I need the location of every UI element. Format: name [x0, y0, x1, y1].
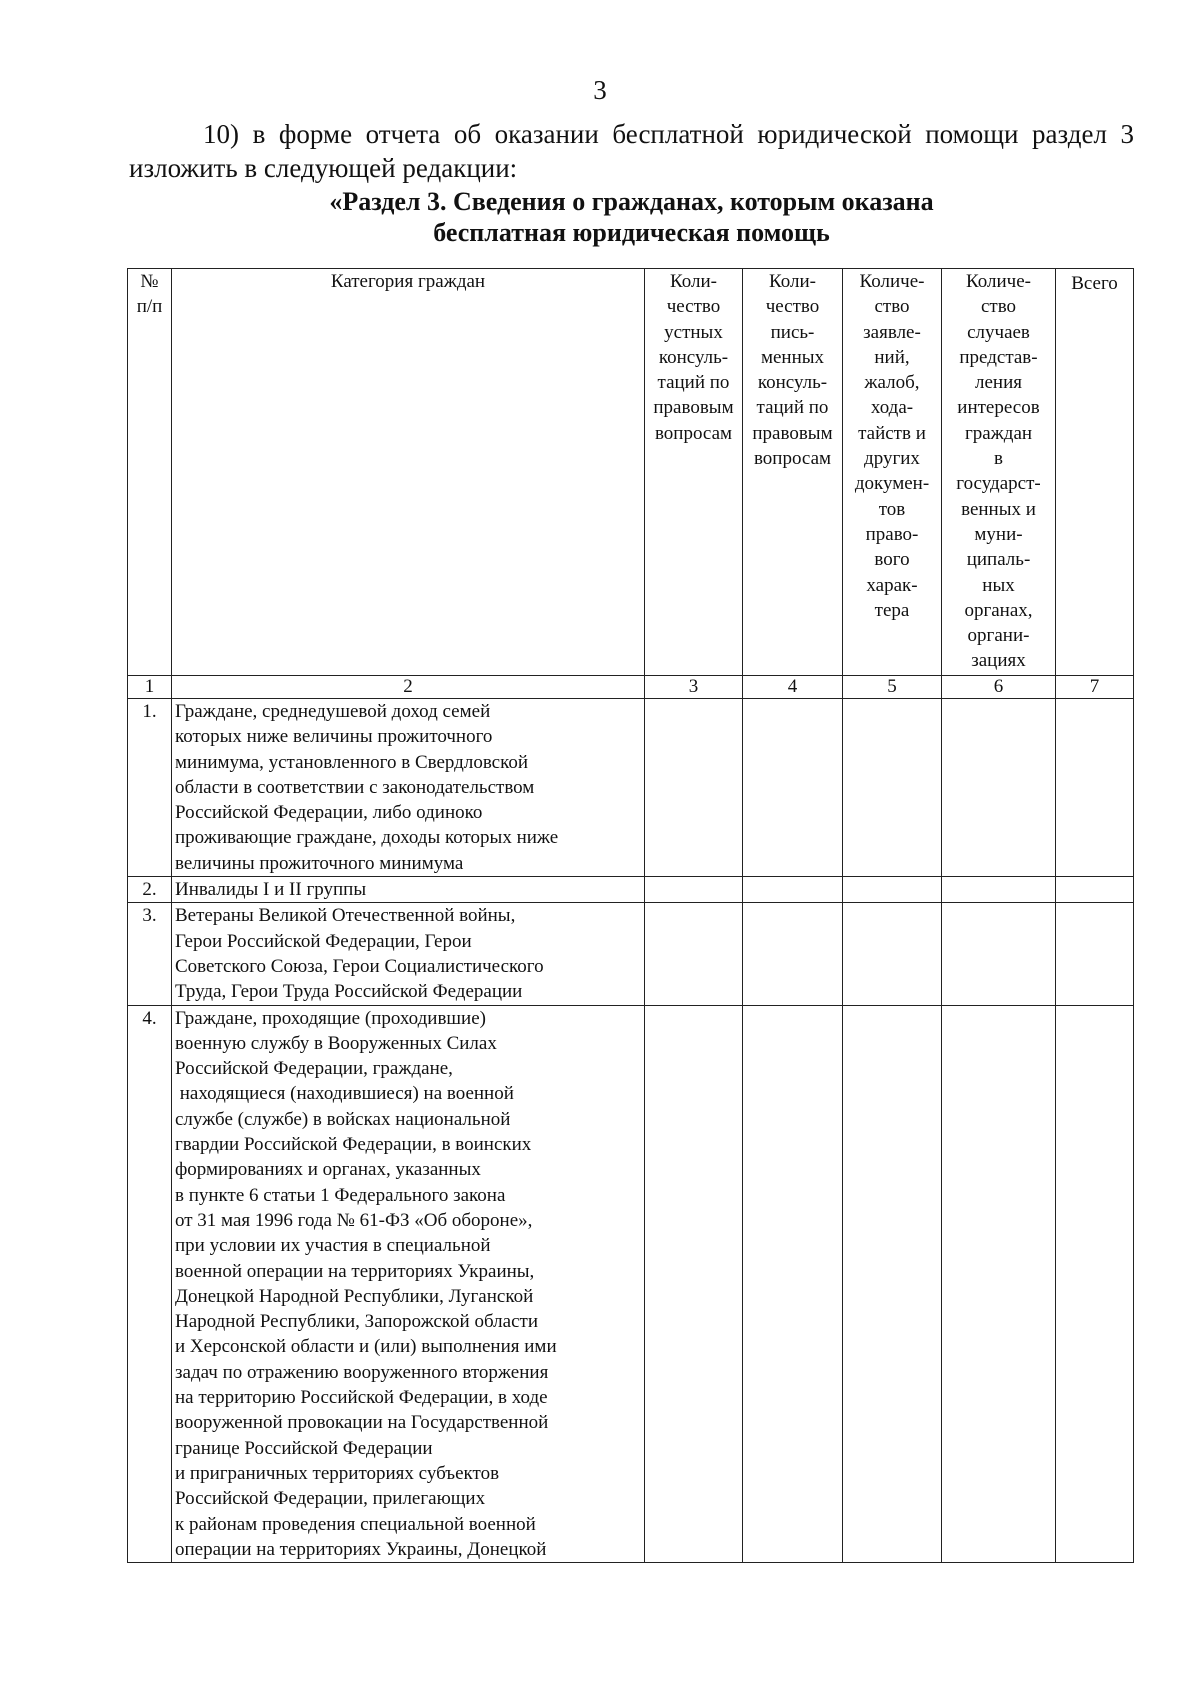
empty-cell	[645, 699, 743, 877]
text-line: ство	[980, 296, 1017, 318]
text-line: тайств и	[858, 422, 926, 444]
text-line: Советского Союза, Герои Социалистического	[175, 955, 544, 977]
text-line: чество	[666, 296, 721, 318]
text-line: правовым	[653, 397, 734, 419]
row-index: 1.	[128, 699, 172, 877]
text-line: Ветераны Великой Отечественной войны,	[175, 905, 516, 927]
text-line: в пункте 6 статьи 1 Федерального закона	[175, 1184, 506, 1206]
text-line: ных	[982, 574, 1015, 596]
header-number	[128, 269, 172, 676]
text-line: к районам проведения специальной военной	[175, 1513, 536, 1535]
text-line: от 31 мая 1996 года № 61-ФЗ «Об обороне»,	[175, 1209, 533, 1231]
text-line: случаев	[967, 321, 1030, 343]
text-line: Российской Федерации, граждане,	[175, 1058, 453, 1080]
header-legal-documents	[843, 269, 942, 676]
text-line: органах,	[964, 599, 1033, 621]
text-line: проживающие граждане, доходы которых ниже	[175, 827, 559, 849]
text-line: области в соответствии с законодательством	[175, 776, 535, 798]
text-line: Всего	[1071, 273, 1118, 294]
text-line: ний,	[874, 346, 910, 368]
table-row	[128, 699, 1134, 877]
page-number: 3	[593, 75, 607, 105]
text-line: Количе-	[859, 271, 925, 292]
text-line: консуль-	[757, 372, 828, 394]
text-line: Коли-	[769, 271, 816, 292]
text-line: граждан	[964, 422, 1033, 444]
text-line: других	[864, 448, 920, 470]
text-line: Российской Федерации, либо одиноко	[175, 802, 483, 824]
text-line: хода-	[870, 397, 914, 419]
text-line: таций по	[657, 372, 730, 394]
text-line: устных	[664, 321, 723, 343]
text-line: военную службу в Вооруженных Силах	[175, 1032, 497, 1054]
row-category	[172, 699, 645, 877]
text-line: Граждане, проходящие (проходившие)	[175, 1007, 486, 1029]
row-index: 4.	[128, 1005, 172, 1563]
text-line: минимума, установленного в Свердловской	[175, 751, 529, 773]
table-row	[128, 903, 1134, 1005]
text-line: Народной Республики, Запорожской области	[175, 1311, 538, 1333]
text-line: харак-	[866, 574, 918, 596]
text-line: военной операции на территориях Украины,	[175, 1260, 535, 1282]
citizens-report-table	[127, 268, 1134, 1563]
text-line: вопросам	[753, 448, 832, 470]
text-line: ципаль-	[966, 549, 1031, 571]
empty-cell	[645, 903, 743, 1005]
text-line: представ-	[959, 346, 1038, 368]
empty-cell	[1056, 903, 1134, 1005]
text-line: Количе-	[966, 271, 1031, 292]
section-title	[129, 186, 1134, 248]
text-line: вопросам	[654, 422, 733, 444]
empty-cell	[843, 699, 942, 877]
text-line: Герои Российской Федерации, Герои	[175, 930, 472, 952]
header-oral-consultations	[645, 269, 743, 676]
text-line: вооруженной провокации на Государственной	[175, 1412, 549, 1434]
column-number: 3	[645, 676, 743, 699]
row-category	[172, 1005, 645, 1563]
section-title-line-2: бесплатная юридическая помощь	[433, 218, 830, 247]
empty-cell	[743, 903, 843, 1005]
empty-cell	[843, 877, 942, 903]
empty-cell	[843, 903, 942, 1005]
header-written-consultations	[743, 269, 843, 676]
row-index: 2.	[128, 877, 172, 903]
header-total	[1056, 269, 1134, 676]
row-index: 3.	[128, 903, 172, 1005]
text-line: муни-	[974, 523, 1023, 545]
text-line: венных и	[961, 498, 1036, 520]
text-line: тера	[874, 599, 910, 621]
column-number: 1	[128, 676, 172, 699]
empty-cell	[1056, 877, 1134, 903]
header-representation-cases	[942, 269, 1056, 676]
text-line: вого	[874, 549, 910, 571]
intro-paragraph	[129, 117, 1134, 185]
empty-cell	[645, 877, 743, 903]
column-number: 4	[743, 676, 843, 699]
section-title-line-1: «Раздел 3. Сведения о гражданах, которым оказана	[329, 187, 934, 216]
text-line: на территорию Российской Федерации, в ходе	[175, 1387, 548, 1409]
text-line: менных	[760, 346, 825, 368]
empty-cell	[843, 1005, 942, 1563]
empty-cell	[942, 1005, 1056, 1563]
text-line: консуль-	[658, 346, 729, 368]
text-line: государст-	[956, 473, 1041, 495]
empty-cell	[942, 699, 1056, 877]
text-line: операции на территориях Украины, Донецкой	[175, 1538, 547, 1560]
text-line: право-	[865, 523, 919, 545]
column-number: 5	[843, 676, 942, 699]
row-category	[172, 903, 645, 1005]
empty-cell	[743, 699, 843, 877]
text-line: ство	[874, 296, 910, 318]
text-line: задач по отражению вооруженного вторжения	[175, 1361, 549, 1383]
column-number-row	[128, 676, 1134, 699]
text-line: пись-	[770, 321, 815, 343]
empty-cell	[1056, 699, 1134, 877]
table-header-row	[128, 269, 1134, 676]
text-line: границе Российской Федерации	[175, 1437, 433, 1459]
text-line: Категория граждан	[330, 271, 486, 292]
empty-cell	[743, 1005, 843, 1563]
text-line: тов	[878, 498, 906, 520]
text-line: органи-	[967, 625, 1030, 647]
table-row	[128, 877, 1134, 903]
column-number: 6	[942, 676, 1056, 699]
row-category	[172, 877, 645, 903]
text-line: интересов	[957, 397, 1040, 419]
text-line: заявле-	[863, 321, 921, 343]
empty-cell	[1056, 1005, 1134, 1563]
text-line: находящиеся (находившиеся) на военной	[175, 1083, 514, 1105]
table-row	[128, 1005, 1134, 1563]
text-line: зациях	[971, 650, 1026, 672]
text-line: которых ниже величины прожиточного	[175, 726, 493, 748]
text-line: Донецкой Народной Республики, Луганской	[175, 1285, 534, 1307]
column-number: 2	[172, 676, 645, 699]
text-line: ления	[975, 372, 1022, 394]
text-line: чество	[765, 296, 820, 318]
empty-cell	[942, 877, 1056, 903]
text-line: гвардии Российской Федерации, в воинских	[175, 1134, 532, 1156]
text-line: Российской Федерации, прилегающих	[175, 1488, 486, 1510]
column-number: 7	[1056, 676, 1134, 699]
empty-cell	[942, 903, 1056, 1005]
text-line: при условии их участия в специальной	[175, 1235, 491, 1257]
text-line: №	[140, 271, 159, 292]
text-line: таций по	[756, 397, 829, 419]
text-line: Труда, Герои Труда Российской Федерации	[175, 981, 523, 1003]
intro-line-1: 10) в форме отчета об оказании бесплатной юридической помощи раздел 3	[203, 119, 1134, 149]
text-line: жалоб,	[864, 372, 920, 394]
text-line: правовым	[752, 422, 833, 444]
intro-line-2: изложить в следующей редакции:	[129, 153, 518, 183]
text-line: Граждане, среднедушевой доход семей	[175, 701, 491, 722]
header-category	[172, 269, 645, 676]
text-line: п/п	[136, 296, 163, 318]
text-line: в	[994, 448, 1003, 470]
text-line: докумен-	[854, 473, 930, 495]
empty-cell	[743, 877, 843, 903]
text-line: Инвалиды I и II группы	[175, 879, 367, 901]
text-line: Коли-	[670, 271, 717, 292]
text-line: и Херсонской области и (или) выполнения ими	[175, 1336, 557, 1358]
empty-cell	[645, 1005, 743, 1563]
text-line: формированиях и органах, указанных	[175, 1159, 481, 1181]
text-line: и приграничных территориях субъектов	[175, 1462, 500, 1484]
text-line: службе (службе) в войсках национальной	[175, 1108, 511, 1130]
text-line: величины прожиточного минимума	[175, 852, 464, 874]
